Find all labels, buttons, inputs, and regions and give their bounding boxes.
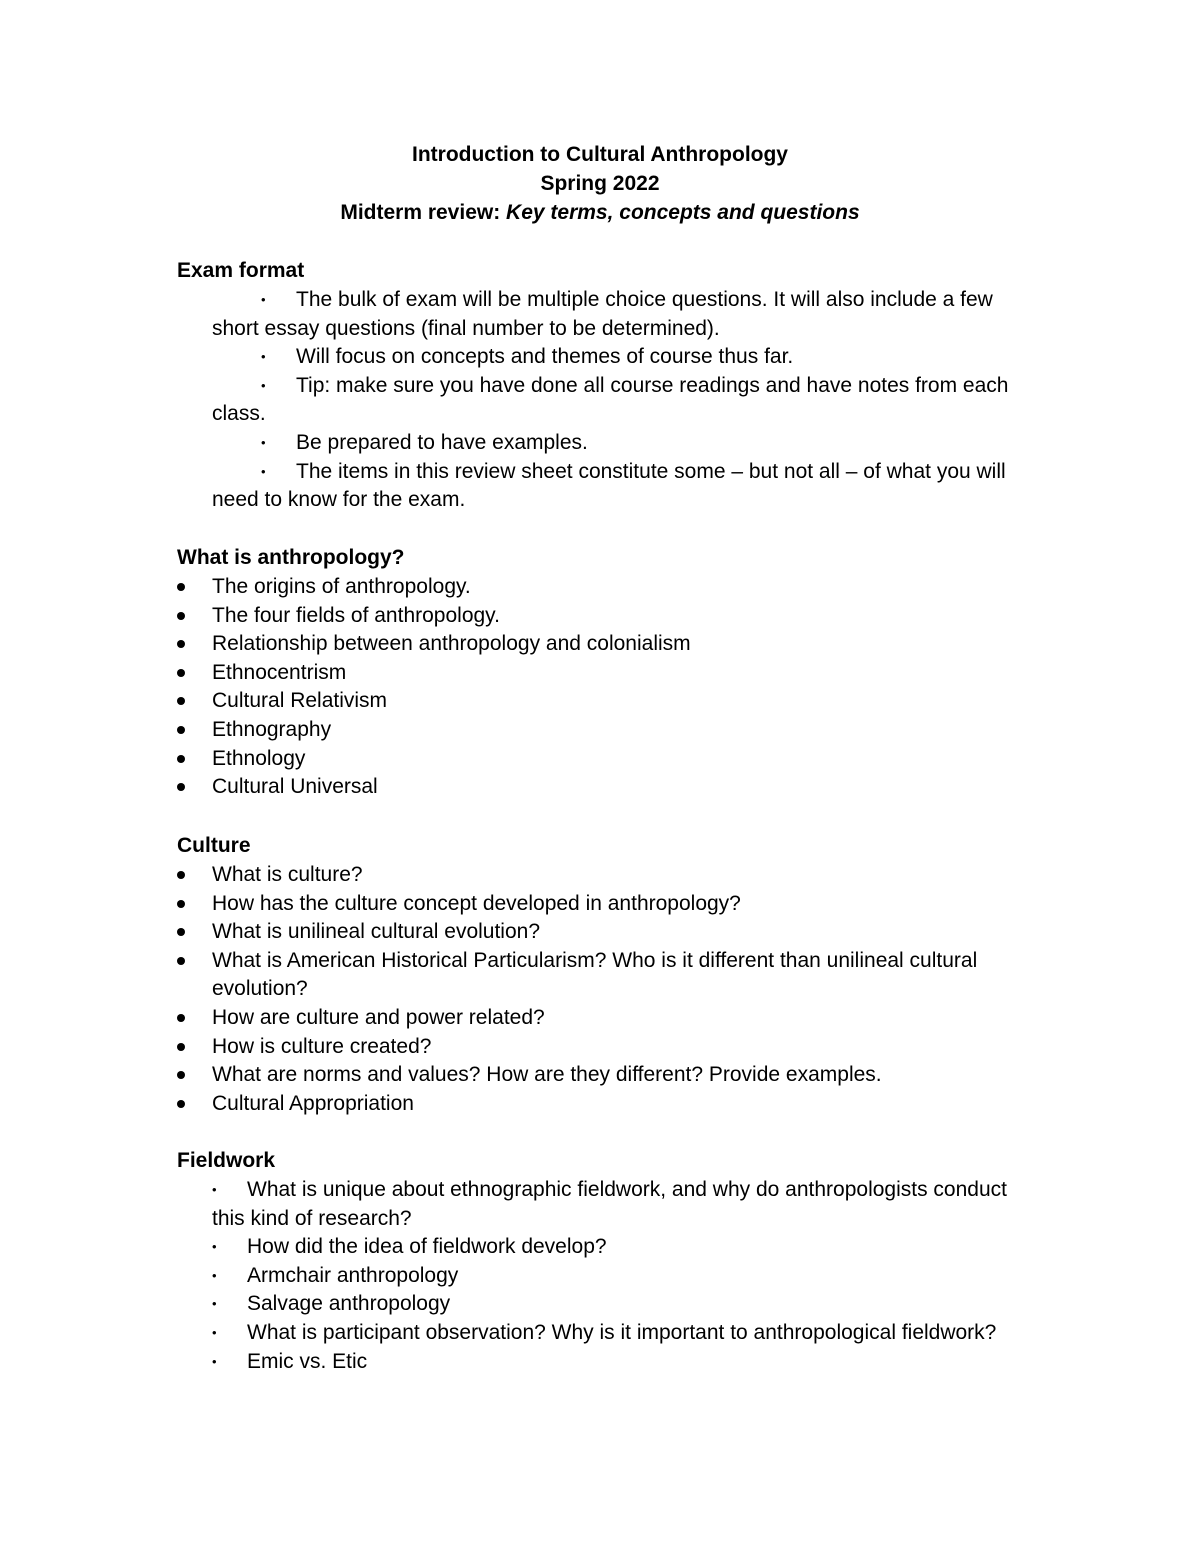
section-anthropology — [177, 544, 1037, 802]
list-item: Relationship between anthropology and colonialism — [177, 630, 1037, 659]
list-item: • Be prepared to have examples. — [177, 429, 1037, 458]
list-item: • Salvage anthropology — [177, 1290, 1037, 1319]
list-item: What are norms and values? How are they different? Provide examples. — [177, 1061, 1037, 1090]
list-item: • Tip: make sure you have done all course readings and have notes from each class. — [177, 372, 1037, 429]
list-item: How are culture and power related? — [177, 1004, 1037, 1033]
section-culture — [177, 832, 1037, 1118]
list-item: What is unilineal cultural evolution? — [177, 918, 1037, 947]
exam-format-list — [177, 286, 1037, 515]
list-item: How has the culture concept developed in anthropology? — [177, 890, 1037, 919]
review-title-prefix: Midterm review: — [340, 201, 507, 224]
list-item: • How did the idea of fieldwork develop? — [177, 1233, 1037, 1262]
list-item: • What is participant observation? Why is it important to anthropological fieldwork? — [177, 1319, 1037, 1348]
list-item: The origins of anthropology. — [177, 573, 1037, 602]
course-title: Introduction to Cultural Anthropology — [412, 143, 788, 166]
list-item: • Will focus on concepts and themes of course thus far. — [177, 343, 1037, 372]
section-heading: Exam format — [177, 259, 305, 282]
list-item: Ethnography — [177, 716, 1037, 745]
list-item: • What is unique about ethnographic fieldwork, and why do anthropologists conduct this kind of research? — [177, 1176, 1037, 1233]
list-item: How is culture created? — [177, 1033, 1037, 1062]
list-item: Cultural Appropriation — [177, 1090, 1037, 1119]
section-fieldwork — [177, 1147, 1037, 1376]
list-item: Cultural Universal — [177, 773, 1037, 802]
section-heading: What is anthropology? — [177, 546, 405, 569]
term: Spring 2022 — [540, 172, 660, 195]
list-item: • Emic vs. Etic — [177, 1348, 1037, 1377]
anthropology-list — [177, 573, 1037, 802]
fieldwork-list — [177, 1176, 1037, 1376]
review-title-italic: Key terms, concepts and questions — [506, 201, 860, 224]
list-item: • The bulk of exam will be multiple choice questions. It will also include a few short essay questions (final number to be determined). — [177, 286, 1037, 343]
section-heading: Fieldwork — [177, 1149, 276, 1172]
list-item: • The items in this review sheet constitute some – but not all – of what you will need to know for the exam. — [177, 458, 1037, 515]
list-item: • Armchair anthropology — [177, 1262, 1037, 1291]
list-item: The four fields of anthropology. — [177, 602, 1037, 631]
list-item: What is American Historical Particularism? Who is it different than unilineal cultural evolution? — [177, 947, 1037, 1004]
list-item: Ethnocentrism — [177, 659, 1037, 688]
culture-list — [177, 861, 1037, 1118]
list-item: Ethnology — [177, 745, 1037, 774]
list-item: What is culture? — [177, 861, 1037, 890]
section-heading: Culture — [177, 834, 251, 857]
list-item: Cultural Relativism — [177, 687, 1037, 716]
review-title — [0, 199, 1200, 228]
title-block — [0, 141, 1200, 228]
section-exam-format — [177, 257, 1037, 515]
